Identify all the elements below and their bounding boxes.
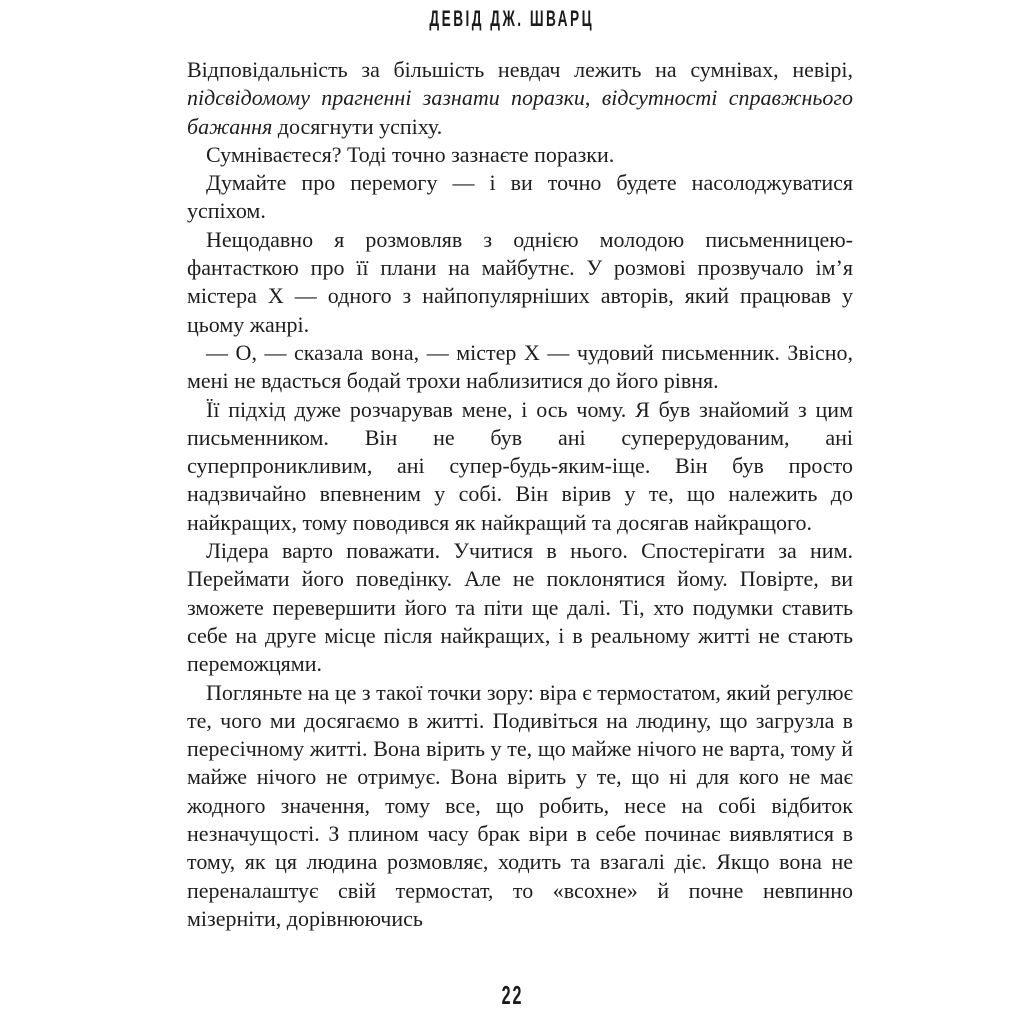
- paragraph: [187, 339, 853, 396]
- paragraph: [187, 396, 853, 537]
- text-block: [187, 56, 853, 933]
- text-segment: Нещодавно я розмовляв з однією молодою письменницею-фантасткою про її плани на майбутнє. У розмові прозвучало ім’я містера Х — одного з найпопулярніших авторів, який працював у цьому жанрі.: [187, 226, 853, 337]
- page-footer: [0, 980, 1024, 1011]
- page-number: 22: [501, 980, 523, 1010]
- italic-text-segment: підсвідомому прагненні зазнати поразки: [187, 85, 585, 111]
- author-name: ДЕВІД ДЖ. ШВАРЦ: [429, 6, 595, 31]
- paragraph: [187, 226, 853, 339]
- paragraph: [187, 537, 853, 678]
- text-segment: Думайте про перемогу — і ви точно будете насолоджуватися успіхом.: [187, 170, 853, 224]
- italic-text-segment: відсутності справжнього бажання: [187, 85, 854, 139]
- text-segment: Відповідальність за більшість невдач лежить на сумнівах, невірі,: [187, 57, 853, 82]
- text-segment: Сумніваєтеся? Тоді точно зазнаєте поразки.: [206, 141, 615, 167]
- text-segment: Погляньте на це з такої точки зору: віра є термостатом, який регулює те, чого ми досягаємо в житті. Подивіться на людину, що загрузла в пересічному житті. Вона вірить у те, що майже нічого не варта, тому й майже нічого не отримує. Вона вірить у те, що ні для кого не має жодного значення, тому все, що робить, несе на собі відбиток незначущості. З плином часу брак віри в себе починає виявлятися в тому, як ця людина розмовляє, ходить та взагалі діє. Якщо вона не переналаштує свій термостат, то «всохне» й почне невпинно мізерніти, дорівнюючись: [187, 679, 853, 931]
- running-header: [0, 6, 1024, 32]
- text-segment: досягнути успіху.: [272, 113, 443, 139]
- paragraph: [187, 141, 853, 169]
- text-segment: Її підхід дуже розчарував мене, і ось чому. Я був знайомий з цим письменником. Він не був ані суперерудованим, ані суперпроникливим, ані супер-будь-яким-іще. Він був просто надзвичайно впевненим у собі. Він вірив у те, що належить до найкращих, тому поводився як найкращий та досягав найкращого.: [187, 396, 853, 535]
- text-segment: Лідера варто поважати. Учитися в нього. Спостерігати за ним. Переймати його поведінку. Але не поклонятися йому. Повірте, ви зможете перевершити його та піти ще далі. Ті, хто подумки ставить себе на друге місце після найкращих, і в реальному житті не стають переможцями.: [187, 538, 853, 677]
- text-segment: — О, — сказала вона, — містер Х — чудовий письменник. Звісно, мені не вдасться бодай трохи наблизитися до його рівня.: [187, 339, 853, 394]
- text-segment: ,: [584, 85, 602, 111]
- paragraph: [187, 679, 853, 934]
- paragraph: [187, 169, 853, 226]
- paragraph: [187, 56, 853, 141]
